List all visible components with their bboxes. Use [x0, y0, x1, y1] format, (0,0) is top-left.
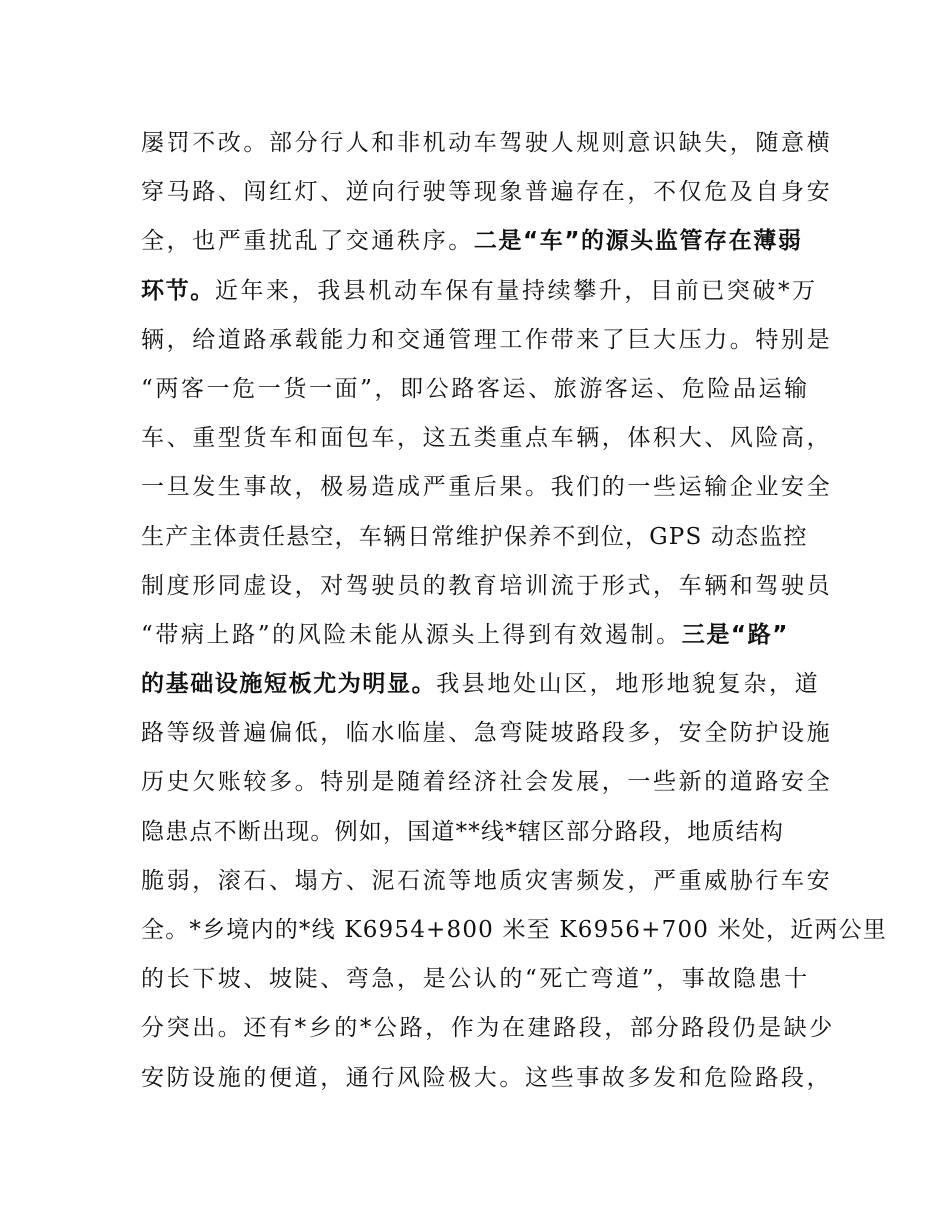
body-text-segment: 生产主体责任悬空，车辆日常维护保养不到位，GPS 动态监控 — [141, 523, 808, 550]
text-line — [141, 955, 821, 1004]
text-line — [141, 1054, 833, 1103]
body-text-segment: 历史欠账较多。特别是随着经济社会发展，一些新的道路安全 — [141, 769, 833, 796]
text-line — [141, 217, 821, 266]
body-text-segment: 安防设施的便道，通行风险极大。这些事故多发和危险路段， — [141, 1064, 833, 1091]
body-text-segment: 的长下坡、坡陡、弯急，是公认的“死亡弯道”，事故隐患十 — [141, 966, 810, 993]
body-text-segment: 辆，给道路承载能力和交通管理工作带来了巨大压力。特别是 — [141, 326, 833, 353]
text-line — [141, 808, 821, 857]
text-line — [141, 709, 833, 758]
text-line — [141, 365, 821, 414]
text-line — [141, 316, 833, 365]
highlighted-heading-text: 环节。 — [141, 277, 215, 304]
body-text-segment: 屡罚不改。部分行人和非机动车驾驶人规则意识缺失，随意横 — [141, 130, 833, 156]
body-text-segment: “两客一危一货一面”，即公路客运、旅游客运、危险品运输 — [141, 375, 810, 402]
text-line — [141, 513, 821, 562]
body-text-segment: 我县地处山区，地形地貌复杂，道 — [436, 671, 821, 698]
text-line — [141, 611, 821, 660]
text-line — [141, 168, 833, 217]
body-text-segment: 穿马路、闯红灯、逆向行驶等现象普遍存在，不仅危及自身安 — [141, 179, 833, 206]
body-text-segment: 一旦发生事故，极易造成严重后果。我们的一些运输企业安全 — [141, 474, 833, 501]
text-line — [141, 906, 888, 955]
text-line — [141, 119, 833, 168]
body-text-segment: “带病上路”的风险未能从源头上得到有效遏制。 — [141, 621, 682, 648]
text-line — [141, 660, 821, 709]
body-text-segment: 车、重型货车和面包车，这五类重点车辆，体积大、风险高， — [141, 425, 833, 452]
text-line — [141, 562, 833, 611]
body-text-segment: 隐患点不断出现。例如，国道**线*辖区部分路段，地质结构 — [141, 818, 785, 845]
text-line — [141, 758, 833, 807]
body-text-segment: 近年来，我县机动车保有量持续攀升，目前已突破*万 — [214, 277, 818, 304]
body-text-segment: 全。*乡境内的*线 K6954+800 米至 K6956+700 米处，近两公里 — [141, 917, 888, 943]
text-line — [141, 857, 833, 906]
highlighted-heading-text: 三是“路” — [681, 621, 789, 648]
text-line — [141, 463, 833, 512]
text-line — [141, 267, 821, 316]
body-text-segment: 脆弱，滚石、塌方、泥石流等地质灾害频发，严重威胁行车安 — [141, 867, 833, 894]
body-text — [141, 119, 888, 1103]
text-line — [141, 1004, 835, 1053]
body-text-segment: 制度形同虚设，对驾驶员的教育培训流于形式，车辆和驾驶员 — [141, 572, 833, 599]
text-line — [141, 414, 833, 463]
body-text-segment: 路等级普遍偏低，临水临崖、急弯陡坡路段多，安全防护设施 — [141, 720, 833, 747]
body-text-segment: 全，也严重扰乱了交通秩序。 — [141, 228, 474, 255]
body-text-segment: 分突出。还有*乡的*公路，作为在建路段，部分路段仍是缺少 — [141, 1015, 835, 1042]
highlighted-heading-text: 的基础设施短板尤为明显。 — [141, 671, 437, 698]
highlighted-heading-text: 二是“车”的源头监管存在薄弱 — [473, 228, 803, 255]
